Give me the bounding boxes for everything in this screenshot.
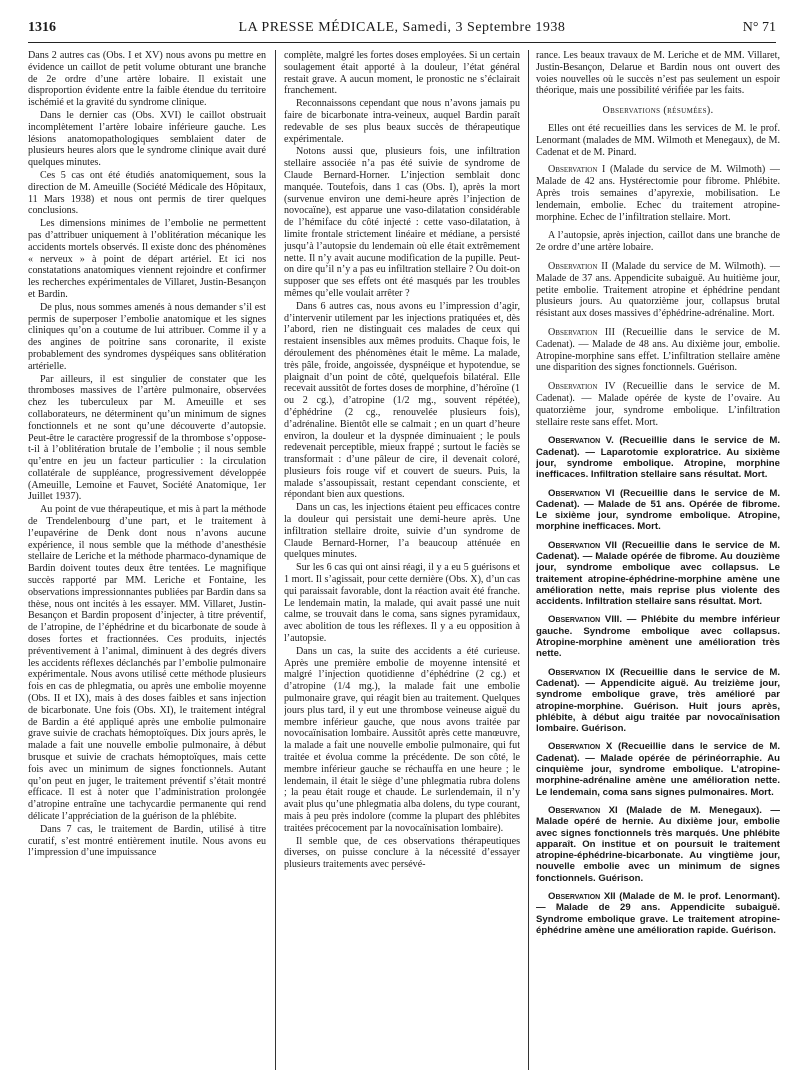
observation-heading: Observation XII [548,891,616,902]
observation-text: (Recueillie dans le service de M. Cadenat). — Malade opérée de kyste de l’ovaire. Au quatorzième jour, syndrome embolique. L’infiltration stellaire reste sans effet. Mort. [536,381,780,428]
observation-entry [536,327,780,374]
observation-text: (Recueillie dans le service de M. Cadenat). — Malade opérée de fibrome. Au douzième jour, syndrome embolique avec collapsus. Le traitement atropine-éphédrine-morphine amène une amélioration nette, mais reprise plus violente des accidents. Infiltration stellaire sans résultat. Mort. [536,539,780,608]
observation-entry [536,667,780,735]
observation-heading: Observation VI [548,487,615,499]
observation-heading: Observation II [548,260,609,272]
observation-text: (Recueillie dans le service de M. Cadenat). — Malade de 48 ans. Au dixième jour, embolie. Atropine-morphine sans effet. L’infiltration stellaire amène une disparition des signes fonctionnels. Guérison. [536,326,780,374]
observation-entry [536,891,780,936]
text-column-3 [536,50,780,1075]
observation-heading: Observation V. [548,435,614,447]
text-column-1 [28,50,266,1075]
paragraph: Ces 5 cas ont été étudiés anatomiquement, sous la direction de M. Ameuille (Société Médicale des Hôpitaux, 11 Mars 1938) et nous ont permis de tirer quelques conclusions. [28,169,266,217]
observation-text: (Malade de M. le prof. Lenormant). — Malade de 29 ans. Appendicite subaiguë. Syndrome embolique grave. Le traitement atropine-éphédrine amène une amélioration rapide. Guérison. [536,891,780,936]
observation-text: (Malade du service de M. Wilmoth). — Malade de 37 ans. Appendicite subaiguë. Au huitième jour, petite embolie. Traitement atropine et éphédrine pendant plusieurs jours. Au quatorzième jour, collapsus brutal résistant aux doses massives d’éphédrine-adrénaline. Mort. [536,260,780,320]
paragraph: Dans 7 cas, le traitement de Bardin, utilisé à titre curatif, s’est montré entièrement inutile. Nous avons eu l’impression d’une impuissance [28,823,266,859]
page-number: 1316 [28,20,56,35]
observation-entry [536,614,780,659]
paragraph: Dans 6 autres cas, nous avons eu l’impression d’agir, d’intervenir utilement par les injections pratiquées et, dès l’abord, rien ne distinguait ces malades de ceux qui restaient insensibles aux mêmes produits. Chaque fois, le déroulement des phénomènes était le même. La malade, très pâle, froide, angoissée, dyspnéique et hypotendue, se plaignait d’un point de côté, quelquefois bilatéral. Elle recevait aussitôt de fortes doses de morphine, d’héroïne (1 ou 2 cg.), d’atropine (1/2 mg., souvent répétée), d’éphédrine (2 cg., renouvelée plusieurs fois), d’adrénaline. Bientôt elle se calmait ; en un quart d’heure environ, la douleur et la dyspnée diminuaient ; le pouls redevenait perceptible, mieux frappé ; surtout le faciès se transformait : d’une pâleur de cire, il devenait coloré, plusieurs fois rouge vif et couvert de sueurs. Puis, la malade s’assoupissait, restant cependant consciente, et répondant bien aux questions. [284,300,520,501]
paragraph: Par ailleurs, il est singulier de constater que les thromboses massives de l’artère pulmonaire, observées chez les tuberculeux par M. Ameuille et ses collaborateurs, ne déterminent qu’un minimum de signes fonctionnels et ne sont qu’une découverte d’autopsie. Peut-être le caractère progressif de la thrombose s’oppose-t-il à l’oblitération brutale de l’embolie ; il nous semble qu’entre en jeu un facteur particulier : la circulation collatérale de suppléance, progressivement développée (Ameuille, Lemoine et Fauvet, Société Anatomique, 1er Juillet 1937). [28,373,266,503]
observation-heading: Observation VIII. [548,614,622,626]
paragraph: rance. Les beaux travaux de M. Leriche et de MM. Villaret, Justin-Besançon, Delarue et Bardin nous ont ouvert des voies nouvelles où le succès n’est pas seulement un espoir théorique, mais une possibilité vérifiée par les faits. [536,50,780,97]
text-column-2 [284,50,520,1075]
paragraph: Il semble que, de ces observations thérapeutiques diverses, on puisse conclure à la nécessité d’essayer plusieurs traitements avec persévé- [284,835,520,871]
paragraph: Dans un cas, la suite des accidents a été curieuse. Après une première embolie de moyenne intensité et malgré l’injection quotidienne d’éphédrine (2 cg.) et d’atropine (1/4 mg.), la malade fait une embolie pulmonaire grave, qui réagit bien au traitement. Quelques jours plus tard, il y eut une thrombose veineuse aiguë du membre inférieur gauche, que nous avons traitée par novocaïnisation lombaire. Aussitôt après cette manœuvre, la malade a fait une nouvelle embolie pulmonaire, qui fut traitée et évolua comme la précédente. De son côté, le membre inférieur gauche se réchauffa en une heure ; le lendemain, il était le siège d’une phlegmatia rubra dolens ; la peau était rouge et chaude. Le surlendemain, il n’y avait plus qu’une phlegmatia alba dolens, du type courant, mais à peu près indolore (comme la plupart des phlébites traitées précocement par la novocaïnisation lombaire). [284,645,520,834]
paragraph: Dans un cas, les injections étaient peu efficaces contre la douleur qui persistait une demi-heure après. Une infiltration stellaire droite, suivie d’un syndrome de Claude Bernard-Horner, l’a beaucoup atténuée en quelques minutes. [284,502,520,561]
observation-text: (Recueillie dans le service de M. Cadenat). — Malade de 51 ans. Opérée de fibrome. Le sixième jour, syndrome embolique. Atropine, morphine inefficaces. Mort. [536,487,780,533]
observation-heading: Observation VII [548,539,617,551]
paragraph: Reconnaissons cependant que nous n’avons jamais pu faire de bicarbonate intra-veineux, auquel Bardin paraît redevable de ses plus beaux succès de thérapeutique expérimentale. [284,98,520,145]
observation-heading: Observation X [548,741,613,753]
paragraph: Au point de vue thérapeutique, et mis à part la méthode de Trendelenbourg d’une part, et le traitement à l’eupavérine de Denk dont nous n’avons aucune expérience, il nous semble que la méthode d’anesthésie stellaire de Leriche et la méthode pharmaco-dynamique de Bardin doivent toutes deux être tentées. Le magnifique succès rapporté par MM. Leriche et Fontaine, les observations impressionnantes publiées par Bardin dans sa thèse, nous ont incités à les essayer. MM. Villaret, Justin-Besançon et Bardin proposent d’injecter, à titre préventif, de l’atropine, de l’éphédrine et du bicarbonate de soude à doses fortes et fractionnées. Ces produits, injectés préventivement à l’animal, diminuent à des degrés divers les accidents réflexes déclanchés par l’embolie pulmonaire expérimentale. Nous avons utilisé cette méthode plusieurs fois en cas de phlegmatia, ou après une embolie moyenne (Obs. II et IX), mais à des doses faibles et sans injection de bicarbonate. Une fois (Obs. XI), le traitement intégral de Bardin a été appliqué après une embolie pulmonaire grave suivie de crachats hémoptoïques. Dix jours après, le malade a fait une nouvelle embolie pulmonaire, à début brusque et suivie de crachats hémoptoïques, mais cette fois avec un minimum de signes fonctionnels. Autant qu’on peut en juger, le traitement préventif s’était montré efficace. Il est à noter que l’administration prolongée d’atropine entraîne une tachycardie permanente qui rend délicate l’appréciation de la guérison de la phlébite. [28,504,266,822]
observations-list [536,164,780,936]
observation-heading: Observation XI [548,804,618,816]
journal-title: LA PRESSE MÉDICALE, Samedi, 3 Septembre 1938 [238,20,566,35]
paragraph: Notons aussi que, plusieurs fois, une infiltration stellaire associée n’a pas été suivie de syndrome de Claude Bernard-Horner. L’injection semblait donc manquée. Toutefois, dans 1 cas (Obs. I), après la mort (survenue environ une demi-heure après l’injection de novocaïne), est apparue une vaso-dilatation considérable de l’hémiface du côté injecté : cette vaso-dilatation, à limite frontale strictement linéaire et médiane, a persisté jusqu’à l’autopsie du lendemain où elle était extrêmement nette. Il n’y avait aucune modification de la pupille. Peut-on dire qu’il n’y a pas eu infiltration stellaire ? Ou doit-on supposer que ses effets ont été masqués par les troubles mêmes qu’elle voulait arrêter ? [284,146,520,299]
observation-entry [536,381,780,428]
observation-text: (Recueillie dans le service de M. Cadenat). — Appendicite aiguë. Au treizième jour, syndrome embolique grave, très amélioré par atropine-morphine. Guérison. Huit jours après, phlébite, à début aigu traitée par novocaïnisation lombaire. Guérison. [536,666,780,735]
observation-text: (Recueillie dans le service de M. Cadenat). — Malade opérée de périnéorraphie. Au cinquième jour, syndrome embolique. L’atropine-morphine-adrénaline amène une amélioration nette. Le lendemain, coma sans signes pulmonaires. Mort. [536,741,780,798]
observation-text: (Malade de M. Menegaux). — Malade opéré de hernie. Au dixième jour, embolie avec signes fonctionnels très marqués. Une phlébite apparaît. On institue et on poursuit le traitement atropine-éphédrine-bicarbonate. Au vingtième jour, nouvelle embolie avec un minimum de signes fonctionnels. Guérison. [536,804,780,884]
issue-number: N° 71 [742,20,776,35]
observation-heading: Observation IV [548,381,616,393]
observation-entry [536,805,780,884]
observation-text: (Malade du service de M. Wilmoth) — Malade de 42 ans. Hystérectomie pour fibrome. Phlébite. Après trois semaines d’apyrexie, mobilisation. Le lendemain, embolie. Echec du traitement atropine-morphine. Echec de l’infiltration stellaire. Mort. [536,164,780,223]
observation-heading: Observation IX [548,666,615,678]
paragraph: Dans le dernier cas (Obs. XVI) le caillot obstruait incomplètement l’artère lobaire inférieure gauche. Les lésions anatomopathologiques semblaient dater de plusieurs heures alors que le syndrome clinique avait duré quelques minutes. [28,109,266,169]
observation-entry [536,435,780,480]
observation-entry [536,741,780,797]
paragraph: Les dimensions minimes de l’embolie ne permettent pas d’attribuer uniquement à l’oblitération mécanique les accidents mortels observés. Il existe donc des phénomènes « nerveux » à point de départ artériel. Et ici nos constatations anatomiques viennent rejoindre et confirmer les recherches expérimentales de Villaret, Justin-Besançon et Bardin. [28,218,266,300]
observation-entry [536,488,780,533]
observation-entry [536,164,780,223]
observations-title: Observations (résumées). [602,105,714,117]
observation-entry [536,261,780,320]
observation-heading: Observation III [548,326,616,338]
paragraph: Dans 2 autres cas (Obs. I et XV) nous avons pu mettre en évidence un caillot de petit volume obturant une branche de 2e ordre d’une artère lobaire. Il existait une disproportion évidente entre la faible étendue du territoire ischémié et la gravité du syndrome clinique. [28,50,266,109]
observation-entry [536,540,780,608]
observation-heading: Observation I [548,164,606,176]
paragraph: complète, malgré les fortes doses employées. Si un certain soulagement était apporté à la douleur, l’état général restait grave. A aucun moment, le pronostic ne s’éclairait franchement. [284,50,520,97]
column-rule-right [528,50,529,1070]
observation-text: (Recueillie dans le service de M. Cadenat). — Laparotomie exploratrice. Au sixième jour, syndrome embolique. Atropine, morphine inefficaces. Infiltration stellaire sans résultat. Mort. [536,435,780,481]
paragraph: Sur les 6 cas qui ont ainsi réagi, il y a eu 5 guérisons et 1 mort. Il s’agissait, pour cette dernière (Obs. X), d’un cas qui paraissait favorable, dont la réaction avait été franche. Le lendemain matin, la malade, qui avait passé une nuit calme, se trouvait dans le coma, sans signes pyramidaux, avec abolition de tous les réflexes. Il y a eu opposition à l’autopsie. [284,562,520,645]
observation-text: — Phlébite du membre inférieur gauche. Syndrome embolique avec collapsus. Atropine-morphine amènent une amélioration très nette. [536,614,780,660]
column-rule-left [275,50,276,1070]
observation-note: A l’autopsie, après injection, caillot dans une branche de 2e ordre d’une artère lobaire. [536,230,780,254]
paragraph: De plus, nous sommes amenés à nous demander s’il est permis de superposer l’embolie anatomique et les signes cliniques qu’on a coutume de lui attribuer. Comme il y a des angines de poitrine sans coronarite, il existe probablement des syndromes dyspéiques sans oblitération artérielle. [28,301,266,372]
running-header [28,20,776,43]
observations-intro: Elles ont été recueillies dans les services de M. le prof. Lenormant (malades de MM. Wilmoth et Menegaux), de M. Cadenat et de M. Pinard. [536,122,780,158]
